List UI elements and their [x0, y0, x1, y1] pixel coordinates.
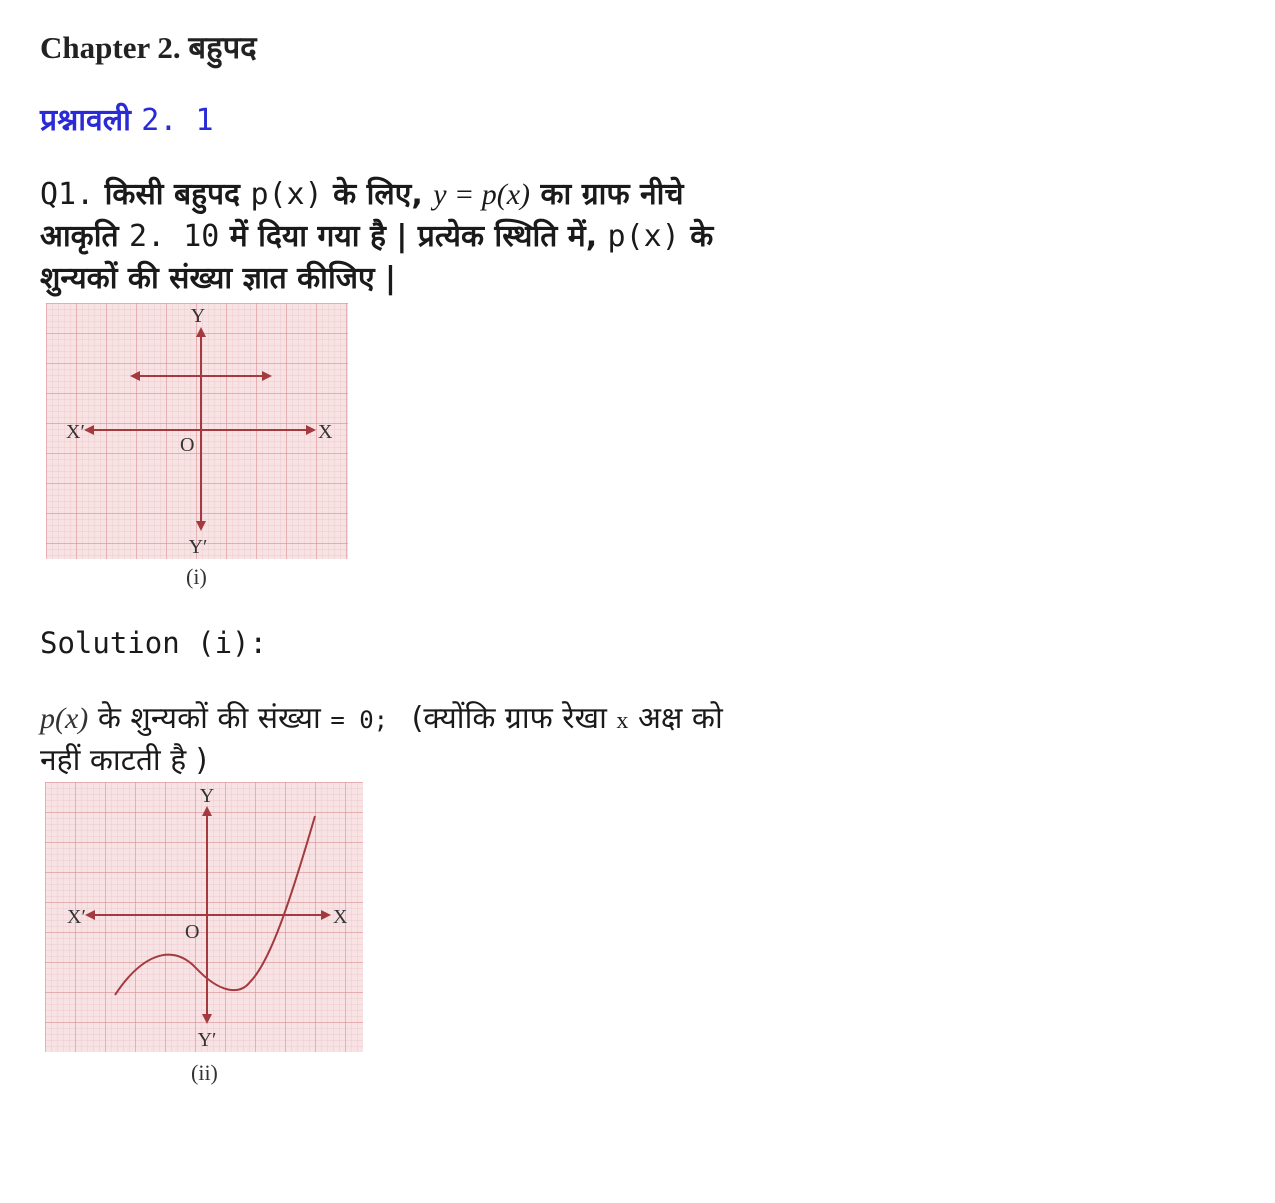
question-line-3 — [40, 256, 840, 297]
label-origin: O — [185, 921, 200, 943]
solution-equation: = 0; — [330, 706, 389, 734]
solution-line-1 — [40, 696, 723, 737]
label-x-pos: X — [333, 906, 348, 928]
exercise-label: प्रश्नावली — [40, 103, 131, 138]
exercise-number: 2. 1 — [141, 103, 214, 138]
question-text: में दिया गया है | प्रत्येक स्थिति में, — [229, 219, 598, 254]
question-text: किसी बहुपद — [104, 177, 240, 212]
solution-heading: Solution (i): — [40, 626, 267, 660]
graph-figure-2 — [45, 782, 363, 1052]
figure-1-caption: (i) — [186, 564, 207, 589]
solution-text: अक्ष को — [637, 701, 723, 736]
label-x-neg: X′ — [66, 421, 85, 443]
question-px: p(x) — [607, 219, 680, 254]
solution-px: p(x) — [40, 702, 89, 735]
graph-figure-1 — [46, 303, 348, 559]
question-px: p(x) — [250, 177, 323, 212]
figure-number: 2. 10 — [129, 219, 220, 254]
label-x-pos: X — [318, 421, 333, 443]
chapter-label: Chapter 2. — [40, 30, 181, 65]
question-text: के लिए, — [333, 177, 423, 212]
question-equation: y = p(x) — [433, 178, 531, 211]
exercise-heading — [40, 98, 214, 139]
label-y-neg: Y′ — [188, 536, 208, 558]
label-y-pos: Y — [199, 785, 215, 807]
question-text: आकृति — [40, 219, 119, 254]
label-x-neg: X′ — [67, 906, 86, 928]
solution-text: (क्योंकि ग्राफ रेखा — [411, 701, 607, 736]
solution-line-2 — [40, 738, 207, 779]
question-text: के — [690, 219, 714, 254]
label-y-pos: Y — [190, 305, 206, 327]
solution-text: के शुन्यकों की संख्या — [97, 701, 321, 736]
question-text: का ग्राफ नीचे — [540, 177, 684, 212]
solution-x: x — [616, 708, 629, 734]
figure-2-caption: (ii) — [191, 1060, 218, 1085]
solution-text: नहीं काटती है ) — [40, 743, 208, 778]
label-y-neg: Y′ — [197, 1029, 217, 1051]
question-line-1 — [40, 172, 840, 213]
chapter-name: बहुपद — [188, 30, 257, 66]
question-line-2 — [40, 214, 840, 255]
label-origin: O — [180, 434, 195, 456]
question-number: Q1. — [40, 177, 95, 212]
question-text: शुन्यकों की संख्या ज्ञात कीजिए | — [40, 261, 396, 296]
chapter-title — [40, 26, 257, 68]
